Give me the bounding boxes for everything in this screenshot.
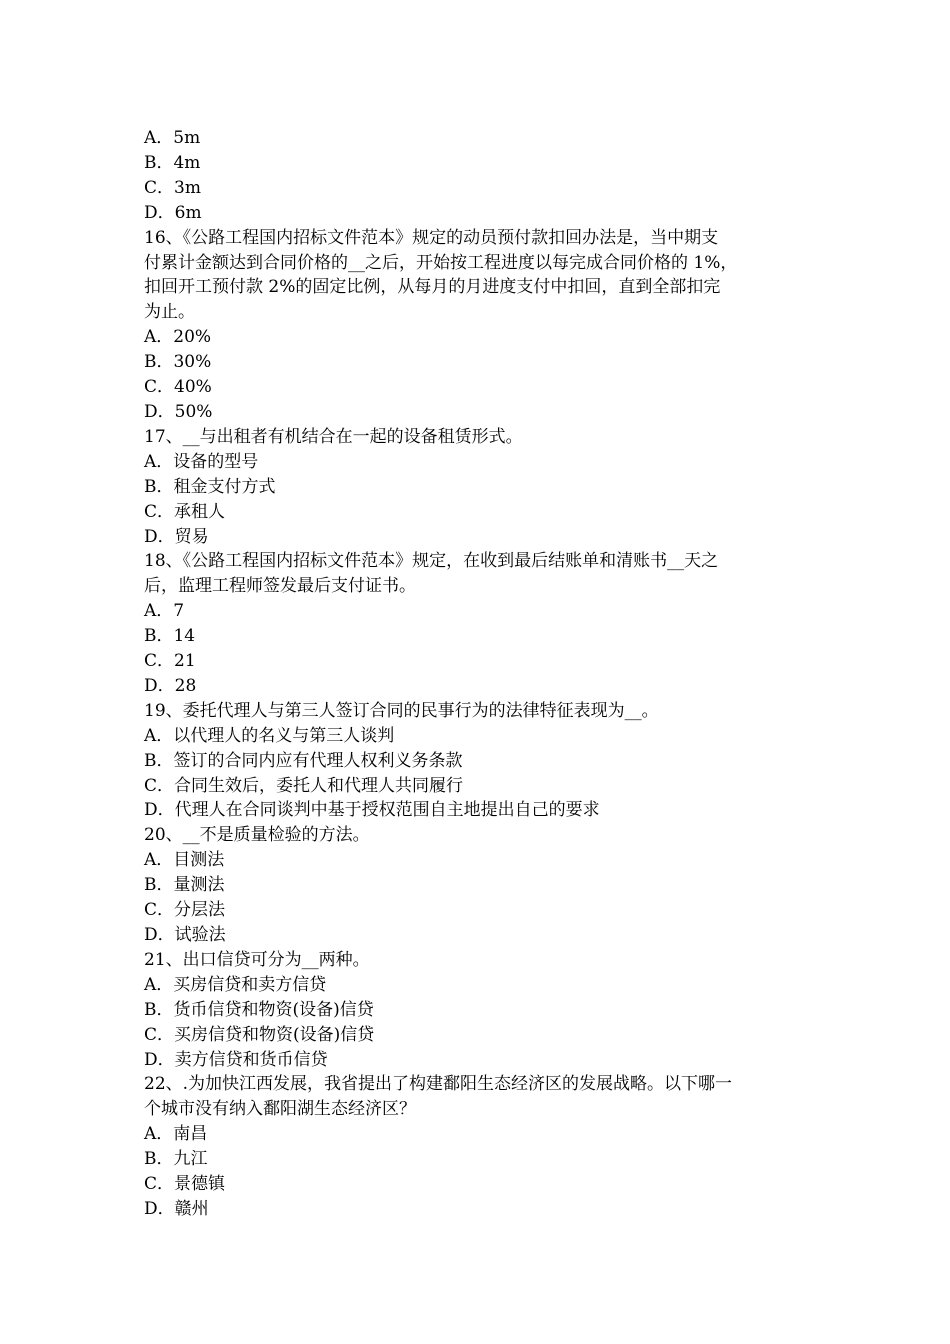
option-c: C．40% — [144, 377, 212, 398]
question-20 — [144, 823, 810, 948]
option-a: A．7 — [144, 601, 185, 622]
option-d: D．赣州 — [144, 1198, 209, 1219]
question-18 — [144, 549, 810, 698]
option-c: C．合同生效后，委托人和代理人共同履行 — [144, 775, 464, 796]
option-a: A．以代理人的名义与第三人谈判 — [144, 725, 395, 746]
option-d: D．试验法 — [144, 925, 226, 945]
question-19 — [144, 699, 810, 824]
option-c: C．买房信贷和物资(设备)信贷 — [144, 1024, 375, 1045]
question-text-line: 后，监理工程师签发最后支付证书。 — [144, 576, 416, 597]
question-text-line: 20、__不是质量检验的方法。 — [144, 825, 370, 846]
option-b: B．租金支付方式 — [144, 476, 276, 497]
option-b: B．30% — [144, 352, 212, 373]
option-d: D．6m — [144, 202, 202, 223]
option-a: A．南昌 — [144, 1124, 208, 1145]
question-text-line: 扣回开工预付款 2%的固定比例，从每月的月进度支付中扣回，直到全部扣完 — [144, 277, 721, 298]
question-text-line: 21、出口信贷可分为__两种。 — [144, 949, 370, 970]
question-text-line: 为止。 — [144, 302, 195, 323]
question-22 — [144, 1072, 810, 1221]
option-a: A．5m — [144, 128, 201, 148]
option-c: C．21 — [144, 651, 196, 672]
question-text-line: 16、《公路工程国内招标文件范本》规定的动员预付款扣回办法是，当中期支 — [144, 227, 719, 248]
option-d: D．卖方信贷和货币信贷 — [144, 1049, 328, 1070]
option-b: B．签订的合同内应有代理人权利义务条款 — [144, 750, 463, 771]
option-a: A．20% — [144, 327, 212, 348]
option-b: B．货币信贷和物资(设备)信贷 — [144, 999, 374, 1020]
option-d: D．代理人在合同谈判中基于授权范围自主地提出自己的要求 — [144, 800, 600, 821]
question-text-line: 18、《公路工程国内招标文件范本》规定，在收到最后结账单和清账书__天之 — [144, 551, 719, 572]
option-a: A．目测法 — [144, 850, 225, 871]
question-16 — [144, 226, 810, 425]
option-d: D．28 — [144, 675, 197, 696]
question-17 — [144, 425, 810, 550]
prior-options — [144, 126, 810, 226]
question-text-line: 付累计金额达到合同价格的__之后，开始按工程进度以每完成合同价格的 1%， — [144, 252, 738, 273]
option-d: D．50% — [144, 401, 213, 422]
question-21 — [144, 948, 810, 1073]
option-a: A．买房信贷和卖方信贷 — [144, 974, 327, 995]
question-text-line: 个城市没有纳入鄱阳湖生态经济区？ — [144, 1099, 416, 1120]
option-b: B．14 — [144, 626, 196, 647]
question-text-line: 19、委托代理人与第三人签订合同的民事行为的法律特征表现为__。 — [144, 700, 659, 721]
option-b: B．4m — [144, 152, 201, 173]
option-c: C．3m — [144, 177, 201, 198]
option-b: B．量测法 — [144, 875, 225, 896]
document-page — [144, 126, 810, 1222]
question-text-line: 17、__与出租者有机结合在一起的设备租赁形式。 — [144, 426, 523, 447]
option-d: D．贸易 — [144, 526, 209, 547]
option-c: C．承租人 — [144, 501, 226, 522]
option-a: A．设备的型号 — [144, 451, 259, 472]
option-b: B．九江 — [144, 1149, 208, 1170]
option-c: C．景德镇 — [144, 1174, 226, 1195]
question-text-line: 22、.为加快江西发展，我省提出了构建鄱阳生态经济区的发展战略。以下哪一 — [144, 1074, 733, 1095]
option-c: C．分层法 — [144, 900, 226, 921]
